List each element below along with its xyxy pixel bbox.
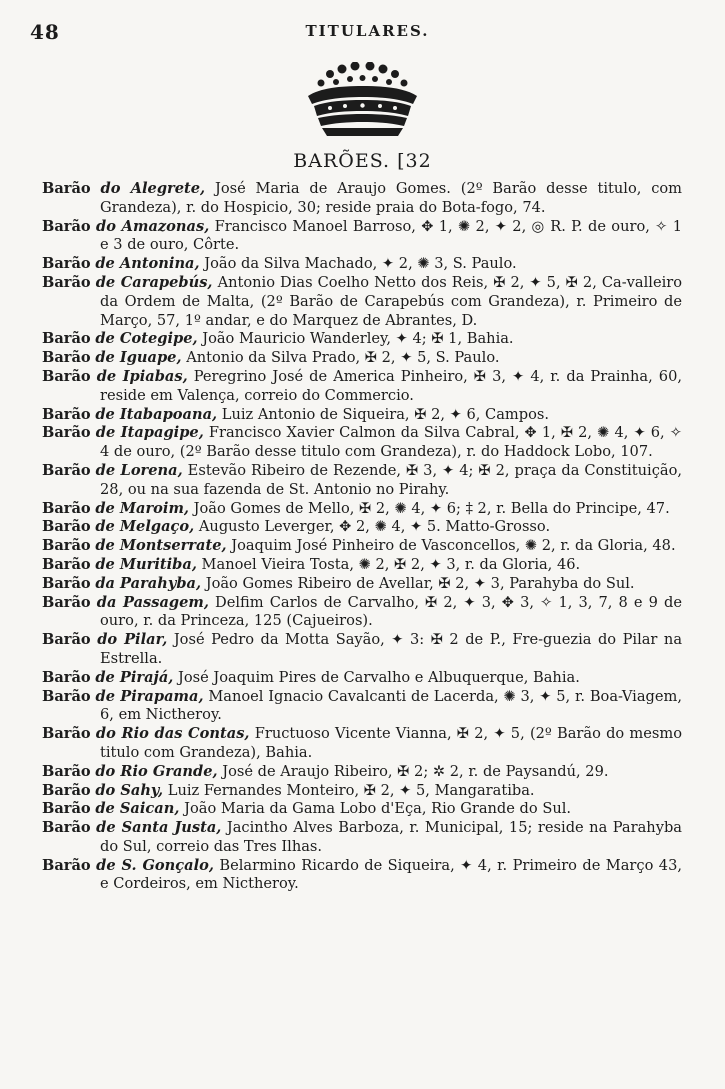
entry-title-name: de Saican,	[95, 800, 180, 818]
entry-text: Fructuoso Vicente Vianna, ✠ 2, ✦ 5, (2º Barão do mesmo titulo com Grandeza), Bahia.	[100, 725, 683, 761]
entry	[42, 725, 682, 763]
entry-title-prefix: Barão	[42, 405, 91, 423]
entry-title-name: do Rio das Contas,	[95, 725, 250, 743]
entry-title-prefix: Barão	[42, 180, 91, 197]
entry-text: Luiz Fernandes Monteiro, ✠ 2, ✦ 5, Mangaratiba.	[167, 781, 535, 799]
entry-text: Antonio da Silva Prado, ✠ 2, ✦ 5, S. Paulo.	[186, 349, 500, 367]
entry	[42, 763, 682, 782]
page-number: 48	[30, 20, 60, 44]
entry-text: José Pedro da Motta Sayão, ✦ 3: ✠ 2 de P., Fre-guezia do Pilar na Estrella.	[100, 631, 683, 667]
entry	[42, 782, 682, 801]
entry-title-prefix: Barão	[42, 349, 91, 367]
entry-title-name: do Pilar,	[97, 631, 168, 649]
entry-title-name: de Antonina,	[95, 255, 200, 273]
running-title: TITULARES.	[305, 22, 430, 40]
entry	[42, 669, 682, 688]
entry-title-name: de Lorena,	[95, 461, 183, 479]
entry-text: João Mauricio Wanderley, ✦ 4; ✠ 1, Bahia.	[202, 330, 514, 348]
entry-text: Francisco Xavier Calmon da Silva Cabral, ✥ 1, ✠ 2, ✺ 4, ✦ 6, ✧ 4 de ouro, (2º Barão desse titulo com Grandeza), r. do Haddock Lobo, 107.	[100, 424, 683, 461]
entry	[42, 537, 682, 556]
entry-title-prefix: Barão	[42, 687, 91, 705]
entry-text: Manoel Vieira Tosta, ✺ 2, ✠ 2, ✦ 3, r. da Gloria, 46.	[201, 555, 581, 573]
entry-title-name: do Alegrete,	[100, 180, 206, 197]
entry-text: Peregrino José de America Pinheiro, ✠ 3, ✦ 4, r. da Prainha, 60, reside em Valença, correio do Commercio.	[100, 367, 682, 404]
entry	[42, 180, 682, 218]
entry-title-prefix: Barão	[42, 819, 91, 837]
entry-text: Belarmino Ricardo de Siqueira, ✦ 4, r. Primeiro de Março 43, e Cordeiros, em Nictheroy.	[100, 856, 683, 893]
entry-title-prefix: Barão	[42, 330, 91, 348]
entry-title-prefix: Barão	[42, 255, 91, 273]
entry-title-name: de Muritiba,	[95, 555, 197, 573]
entry-title-name: da Parahyba,	[95, 574, 202, 592]
entry-title-prefix: Barão	[42, 856, 91, 874]
entry	[42, 462, 682, 500]
entry-text: José de Araujo Ribeiro, ✠ 2; ✲ 2, r. de Paysandú, 29.	[222, 762, 609, 780]
entry-title-name: de Carapebús,	[95, 273, 213, 291]
entry	[42, 218, 682, 256]
entry-title-name: de Santa Justa,	[96, 819, 222, 837]
entry	[42, 424, 682, 462]
entry-text: Antonio Dias Coelho Netto dos Reis, ✠ 2, ✦ 5, ✠ 2, Ca-valleiro da Ordem de Malta, (2º Barão de Carapebús com Grandeza), r. Primeiro de Março, 57, 1º andar, e do Marquez de Abrantes, D.	[100, 273, 683, 329]
entry-text: João Maria da Gama Lobo d'Eça, Rio Grande do Sul.	[184, 800, 572, 818]
entry	[42, 330, 682, 349]
entry-text: Estevão Ribeiro de Rezende, ✠ 3, ✦ 4; ✠ 2, praça da Constituição, 28, ou na sua fazenda de St. Antonio no Pirahy.	[100, 461, 683, 498]
entry-title-prefix: Barão	[42, 631, 91, 649]
entry-title-prefix: Barão	[42, 367, 91, 385]
entry-text: Jacintho Alves Barboza, r. Municipal, 15; reside na Parahyba do Sul, correio das Tres Ilhas.	[100, 819, 682, 855]
entry-title-prefix: Barão	[42, 762, 91, 780]
entry	[42, 857, 682, 895]
section-heading: BARÕES. [32	[293, 150, 432, 172]
entry-title-name: de Itapagipe,	[95, 424, 204, 442]
entry-title-prefix: Barão	[42, 273, 91, 291]
entry-title-prefix: Barão	[42, 537, 91, 555]
entry	[42, 255, 682, 274]
entry	[42, 688, 682, 726]
entry-title-prefix: Barão	[42, 217, 91, 235]
entry-title-name: do Amazonas,	[95, 217, 210, 235]
entry	[42, 500, 682, 519]
entry-title-name: de Montserrate,	[95, 537, 227, 555]
entry-text: João Gomes de Mello, ✠ 2, ✺ 4, ✦ 6; ‡ 2, r. Bella do Principe, 47.	[193, 499, 670, 517]
entry-title-prefix: Barão	[42, 725, 91, 743]
entry-title-prefix: Barão	[42, 781, 91, 799]
entry-text: Manoel Ignacio Cavalcanti de Lacerda, ✺ 3, ✦ 5, r. Boa-Viagem, 6, em Nictheroy.	[100, 687, 683, 724]
entry-title-prefix: Barão	[42, 593, 91, 611]
entry	[42, 631, 682, 669]
entry	[42, 594, 682, 632]
entry-title-prefix: Barão	[42, 518, 91, 536]
entry	[42, 349, 682, 368]
coronet-icon	[300, 62, 425, 140]
entry-list	[42, 180, 682, 894]
entry	[42, 800, 682, 819]
entry-text: Delfim Carlos de Carvalho, ✠ 2, ✦ 3, ✥ 3, ✧ 1, 3, 7, 8 e 9 de ouro, r. da Princeza, 125 (Cajueiros).	[100, 593, 683, 630]
entry	[42, 819, 682, 857]
entry-title-prefix: Barão	[42, 499, 91, 517]
entry-title-name: de Maroim,	[95, 499, 189, 517]
entry-title-prefix: Barão	[42, 555, 91, 573]
entry	[42, 518, 682, 537]
entry-text: João da Silva Machado, ✦ 2, ✺ 3, S. Paulo.	[204, 255, 517, 273]
entry-title-name: da Passagem,	[96, 593, 209, 611]
entry	[42, 274, 682, 330]
entry-title-name: de Cotegipe,	[95, 330, 198, 348]
entry-title-prefix: Barão	[42, 668, 91, 686]
entry-title-name: de Pirapama,	[95, 687, 204, 705]
entry	[42, 368, 682, 406]
entry-title-name: de Melgaço,	[95, 518, 195, 536]
entry-title-name: do Sahy,	[95, 781, 164, 799]
entry-text: Francisco Manoel Barroso, ✥ 1, ✺ 2, ✦ 2, ◎ R. P. de ouro, ✧ 1 e 3 de ouro, Côrte.	[100, 217, 682, 254]
entry-title-name: de Pirajá,	[95, 668, 174, 686]
entry-text: João Gomes Ribeiro de Avellar, ✠ 2, ✦ 3, Parahyba do Sul.	[205, 574, 635, 592]
entry-title-name: de Ipiabas,	[96, 367, 188, 385]
entry-title-name: de Iguape,	[95, 349, 182, 367]
entry-title-prefix: Barão	[42, 424, 91, 442]
entry-text: José Maria de Araujo Gomes. (2º Barão desse titulo, com Grandeza), r. do Hospicio, 30; reside praia do Bota-fogo, 74.	[100, 180, 683, 216]
entry-title-prefix: Barão	[42, 461, 91, 479]
entry	[42, 406, 682, 425]
entry-title-prefix: Barão	[42, 574, 91, 592]
entry-text: José Joaquim Pires de Carvalho e Albuquerque, Bahia.	[178, 668, 580, 686]
entry-text: Luiz Antonio de Siqueira, ✠ 2, ✦ 6, Campos.	[221, 405, 550, 423]
entry	[42, 556, 682, 575]
entry-title-prefix: Barão	[42, 800, 91, 818]
entry-title-name: de S. Gonçalo,	[96, 856, 214, 874]
entry-text: Joaquim José Pinheiro de Vasconcellos, ✺ 2, r. da Gloria, 48.	[231, 537, 676, 555]
page-header	[30, 20, 705, 44]
entry-title-name: de Itabapoana,	[95, 405, 218, 423]
entry-title-name: do Rio Grande,	[95, 762, 218, 780]
entry	[42, 575, 682, 594]
entry-text: Augusto Leverger, ✥ 2, ✺ 4, ✦ 5. Matto-Grosso.	[198, 518, 551, 536]
